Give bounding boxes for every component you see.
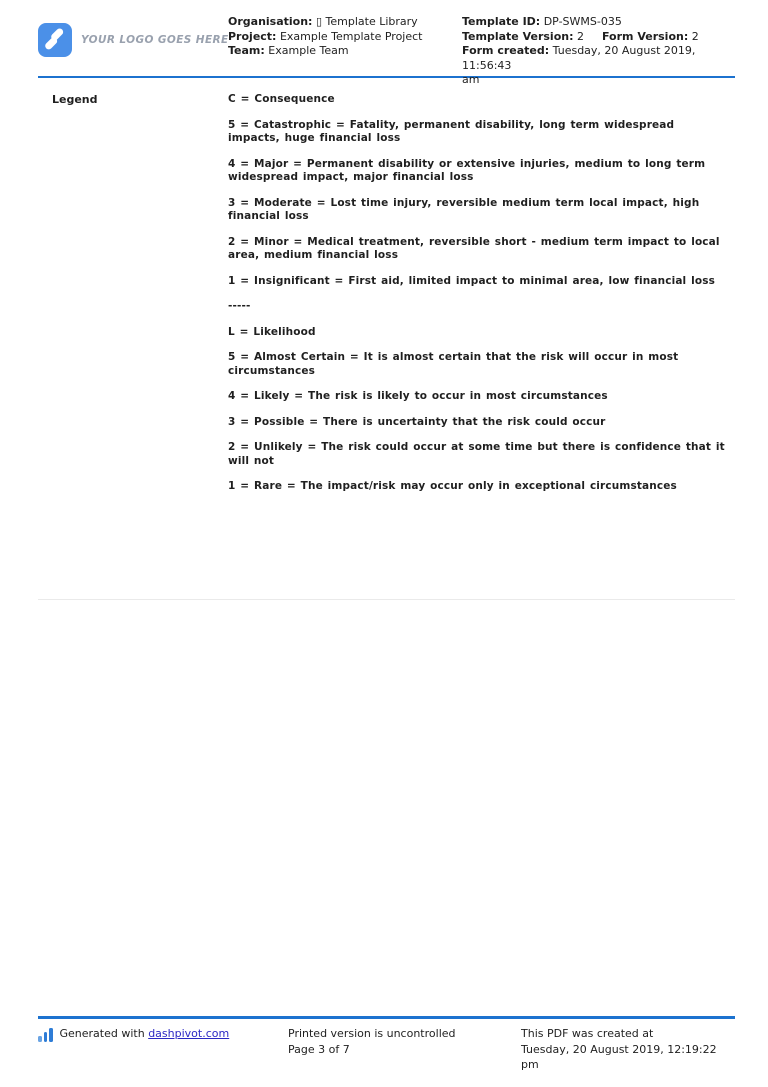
template-version-value: 2: [576, 29, 584, 43]
bar-chart-icon: [38, 1028, 53, 1042]
form-created-value-wrap: am: [462, 73, 480, 86]
form-created-row: [462, 44, 735, 73]
legend-likelihood-4: 4 = Likely = The risk is likely to occur in most circumstances: [228, 390, 608, 402]
footer-created-info: [521, 1026, 735, 1073]
legend-likelihood-5: 5 = Almost Certain = It is almost certain that the risk will occur in most circumstances: [228, 351, 679, 377]
team-row: [228, 44, 462, 59]
logo-pill-bottom: [44, 36, 58, 50]
project-label: Project:: [228, 29, 277, 43]
page-footer: [38, 1016, 735, 1073]
template-version-label: Template Version:: [462, 29, 574, 43]
versions-row: [462, 30, 735, 45]
legend-consequence-title: C = Consequence: [228, 93, 335, 105]
header-right-column: [462, 13, 735, 86]
pdf-created-line1: This PDF was created at: [521, 1027, 654, 1040]
form-created-label: Form created:: [462, 44, 550, 57]
project-row: [228, 30, 462, 45]
legend-content: [228, 93, 730, 506]
form-created-row-2: [462, 73, 735, 88]
legend-likelihood-2: 2 = Unlikely = The risk could occur at some time but there is confidence that it will not: [228, 441, 725, 467]
template-id-label: Template ID:: [462, 15, 541, 28]
legend-consequence-3: 3 = Moderate = Lost time injury, reversible medium term local impact, high financial loss: [228, 196, 700, 222]
legend-likelihood-1: 1 = Rare = The impact/risk may occur only in exceptional circumstances: [228, 480, 677, 492]
generated-text: Generated with dashpivot.com: [59, 1027, 230, 1040]
legend-section-label: Legend: [52, 93, 98, 106]
form-version-value: 2: [691, 29, 699, 43]
legend-consequence-5: 5 = Catastrophic = Fatality, permanent disability, long term widespread impacts, huge financial loss: [228, 118, 675, 144]
organisation-value: ▯ Template Library: [315, 15, 418, 28]
legend-consequence-2: 2 = Minor = Medical treatment, reversible short - medium term impact to local area, medium financial loss: [228, 235, 720, 261]
form-created-value: Tuesday, 20 August 2019, 11:56:43: [462, 44, 696, 72]
printed-version-text: Printed version is uncontrolled: [288, 1027, 456, 1040]
pdf-created-line2: Tuesday, 20 August 2019, 12:19:22: [521, 1042, 717, 1056]
project-value: Example Template Project: [279, 29, 423, 43]
page-number-text: Page 3 of 7: [288, 1042, 350, 1056]
form-version-label: Form Version:: [601, 29, 689, 43]
template-id-row: [462, 15, 735, 30]
legend-consequence-4: 4 = Major = Permanent disability or extensive injuries, medium to long term widespread impact, major financial loss: [228, 157, 706, 183]
logo-placeholder-text: YOUR LOGO GOES HERE: [81, 34, 229, 46]
header-left-column: [228, 13, 462, 76]
team-label: Team:: [228, 44, 265, 57]
footer-generated: [38, 1026, 288, 1073]
pdf-created-line3: pm: [521, 1058, 539, 1071]
dashpivot-logo-icon: [38, 23, 72, 57]
page-header: [38, 0, 735, 86]
organisation-row: [228, 15, 462, 30]
legend-section: [38, 93, 735, 506]
legend-consequence-1: 1 = Insignificant = First aid, limited impact to minimal area, low financial loss: [228, 274, 716, 287]
organisation-label: Organisation:: [228, 15, 313, 28]
team-value: Example Team: [268, 44, 349, 57]
template-id-value: DP-SWMS-035: [543, 15, 622, 28]
legend-likelihood-title: L = Likelihood: [228, 325, 316, 338]
section-divider: [38, 599, 735, 600]
footer-print-info: [288, 1026, 521, 1073]
dashpivot-link[interactable]: dashpivot.com: [148, 1027, 230, 1040]
logo: [38, 18, 228, 62]
legend-likelihood-3: 3 = Possible = There is uncertainty that the risk could occur: [228, 415, 606, 428]
legend-separator-dashes: -----: [228, 300, 251, 312]
